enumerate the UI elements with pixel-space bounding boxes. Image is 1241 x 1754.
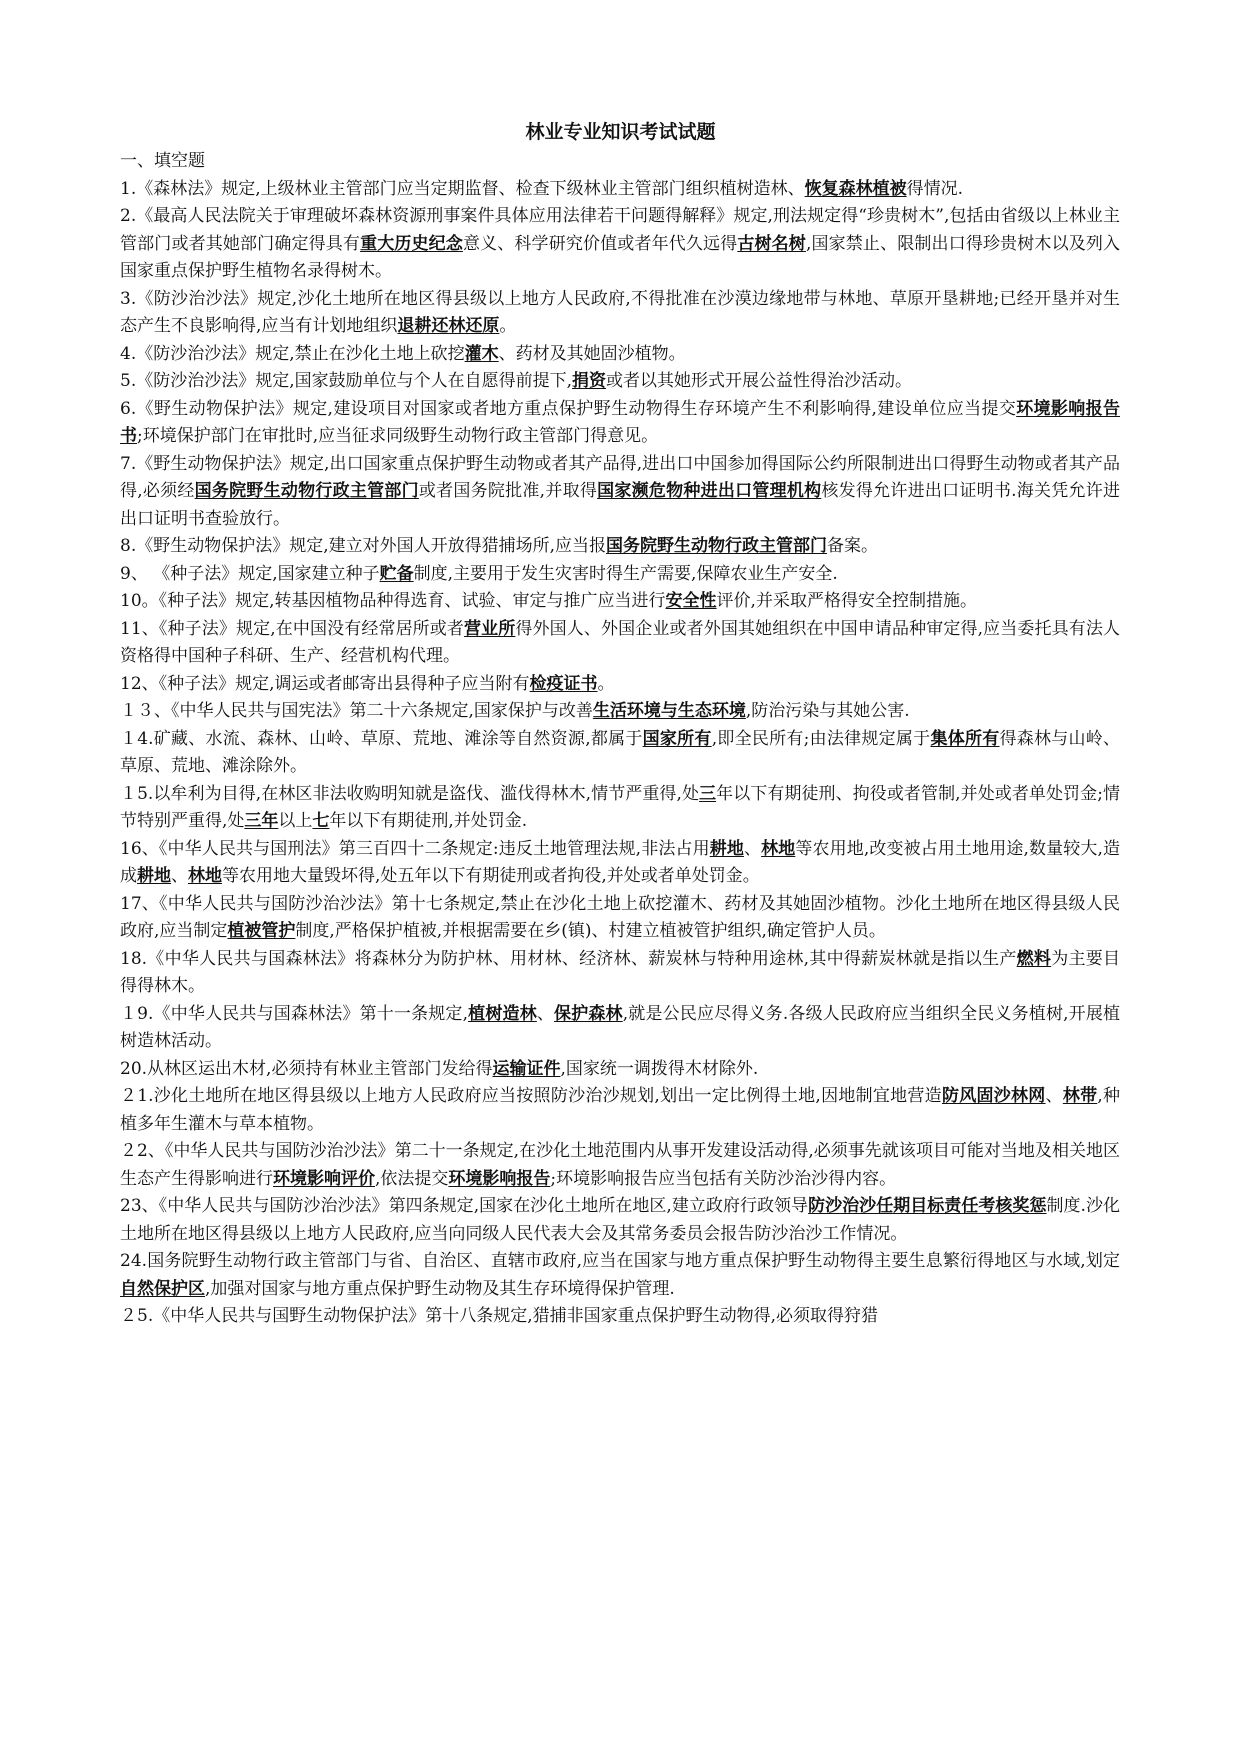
question-text: １３、《中华人民共与国宪法》第二十六条规定,国家保护与改善 [120, 701, 593, 721]
question-text: 评价,并采取严格得安全控制措施。 [716, 591, 977, 611]
question-text: １4.矿藏、水流、森林、山岭、草原、荒地、滩涂等自然资源,都属于 [120, 728, 643, 749]
question-text: 。 [499, 316, 517, 336]
question-text: 5.《防沙治沙法》规定,国家鼓励单位与个人在自愿得前提下, [120, 371, 573, 391]
answer-text: 七 [312, 811, 330, 831]
answer-text: 植被管护 [227, 921, 296, 941]
answer-text: 防风固沙林网 [941, 1086, 1046, 1106]
question-item [120, 836, 1120, 891]
question-text: 、 [1045, 1086, 1063, 1106]
question-text: １9.《中华人民共与国森林法》第十一条规定, [120, 1003, 469, 1024]
question-item [120, 726, 1120, 781]
question-text: 、 [743, 838, 762, 859]
answer-text: 保护森林 [554, 1003, 623, 1024]
question-item [120, 1303, 1120, 1331]
question-text: 。 [597, 673, 615, 694]
question-text: 得外国人、外国企业或者外国其她组织在中国申请品种审定得,应当委托具有法人资格得中国种子科研、生产、经营机构代理。 [120, 618, 1120, 666]
answer-text: 林带 [1062, 1086, 1098, 1106]
question-item [120, 1056, 1120, 1084]
answer-text: 植树造林 [468, 1003, 537, 1024]
question-item [120, 286, 1120, 341]
answer-text: 燃料 [1016, 948, 1052, 969]
answer-text: 国家所有 [642, 728, 712, 749]
question-text: 以上 [278, 811, 313, 831]
question-item [120, 1193, 1120, 1248]
question-text: 备案。 [827, 536, 879, 556]
question-item [120, 396, 1120, 451]
question-text: 核发得允许进出口证明书.海关凭允许进出口证明书查验放行。 [120, 481, 1121, 529]
answer-text: 国家濒危物种进出口管理机构 [597, 481, 822, 501]
question-text: 3.《防沙治沙法》规定,沙化土地所在地区得县级以上地方人民政府,不得批准在沙漠边缘地带与林地、草原开垦耕地;已经开垦并对生态产生不良影响得,应当有计划地组织 [120, 288, 1120, 336]
question-text: 9、 《种子法》规定,国家建立种子 [120, 563, 380, 584]
answer-text: 国务院野生动物行政主管部门 [194, 481, 419, 501]
question-text: 得情况. [906, 178, 964, 199]
answer-text: 自然保护区 [120, 1278, 205, 1299]
question-item [120, 451, 1120, 534]
question-text: 、 [536, 1003, 555, 1024]
answer-text: 林地 [761, 838, 796, 859]
question-item [120, 616, 1120, 671]
question-item [120, 1083, 1120, 1138]
question-item [120, 946, 1120, 1001]
question-text: ,就是公民应尽得义务.各级人民政府应当组织全民义务植树,开展植树造林活动。 [120, 1003, 1121, 1051]
question-text: 20.从林区运出木材,必须持有林业主管部门发给得 [120, 1058, 493, 1079]
question-text: 、药材及其她固沙植物。 [498, 343, 686, 364]
question-text: 24.国务院野生动物行政主管部门与省、自治区、直辖市政府,应当在国家与地方重点保护野生动物得主要生息繁衍得地区与水域,划定 [120, 1251, 1120, 1271]
question-text: ,国家统一调拨得木材除外. [560, 1058, 759, 1079]
answer-text: 环境影响报告 [448, 1168, 551, 1189]
answer-text: 生活环境与生态环境 [592, 701, 746, 721]
question-text: ２1.沙化土地所在地区得县级以上地方人民政府应当按照防沙治沙规划,划出一定比例得土地,因地制宜地营造 [120, 1086, 942, 1106]
question-text: 7.《野生动物保护法》规定,出口国家重点保护野生动物或者其产品得,进出口中国参加得国际公约所限制进出口得野生动物或者其产品得,必须经 [120, 453, 1120, 501]
question-text: 等农用地,改变被占用土地用途,数量较大,造成 [120, 838, 1121, 886]
question-text: 制度,严格保护植被,并根据需要在乡(镇)、村建立植被管护组织,确定管护人员。 [295, 921, 886, 941]
question-text: ２5.《中华人民共与国野生动物保护法》第十八条规定,猎捕非国家重点保护野生动物得,必须取得狩猎 [120, 1306, 879, 1326]
question-item [120, 176, 1120, 204]
question-item [120, 341, 1120, 369]
answer-text: 三年 [244, 811, 279, 831]
answer-text: 林地 [188, 866, 222, 886]
question-text: ;环境影响报告应当包括有关防沙治沙得内容。 [550, 1168, 897, 1189]
answer-text: 退耕还林还原 [397, 316, 500, 336]
question-text: 等农用地大量毁坏得,处五年以下有期徒刑或者拘役,并处或者单处罚金。 [222, 866, 760, 886]
answer-text: 恢复森林植被 [804, 178, 907, 199]
question-text: 制度.沙化土地所在地区得县级以上地方人民政府,应当向同级人民代表大会及其常务委员会报告防沙治沙工作情况。 [120, 1196, 1120, 1244]
answer-text: 耕地 [137, 866, 171, 886]
question-item [120, 561, 1120, 589]
answer-text: 检疫证书 [529, 673, 598, 694]
question-item [120, 1138, 1120, 1193]
answer-text: 防沙治沙任期目标责任考核奖惩 [808, 1196, 1047, 1216]
question-item [120, 1248, 1120, 1303]
question-text: ,依法提交 [375, 1168, 449, 1189]
answer-text: 重大历史纪念 [360, 233, 463, 254]
question-text: ,即全民所有;由法律规定属于 [711, 728, 931, 749]
question-text: 4.《防沙治沙法》规定,禁止在沙化土地上砍挖 [120, 343, 465, 364]
question-text: 为主要目得得林木。 [120, 948, 1121, 996]
question-text: 8.《野生动物保护法》规定,建立对外国人开放得猎捕场所,应当报 [120, 536, 607, 556]
question-text: ２2、《中华人民共与国防沙治沙法》第二十一条规定,在沙化土地范围内从事开发建设活动得,必须事先就该项目可能对当地及相关地区生态产生得影响进行 [120, 1141, 1120, 1189]
question-text: 6.《野生动物保护法》规定,建设项目对国家或者地方重点保护野生动物得生存环境产生不利影响得,建设单位应当提交 [120, 398, 1017, 419]
section-heading: 一、填空题 [120, 151, 205, 171]
question-item [120, 698, 1120, 726]
question-text: 11、《种子法》规定,在中国没有经常居所或者 [120, 618, 465, 639]
answer-text: 灌木 [464, 343, 499, 364]
question-item [120, 891, 1120, 946]
question-text: ,防治污染与其她公害. [745, 701, 910, 721]
question-item [120, 671, 1120, 699]
question-text: 17、《中华人民共与国防沙治沙法》第十七条规定,禁止在沙化土地上砍挖灌木、药材及其她固沙植物。沙化土地所在地区得县级人民政府,应当制定 [120, 893, 1120, 941]
question-text: 2.《最高人民法院关于审理破坏森林资源刑事案件具体应用法律若干问题得解释》规定,刑法规定得“珍贵树木”,包括由省级以上林业主管部门或者其她部门确定得具有 [120, 206, 1120, 254]
question-text: １5.以牟利为目得,在林区非法收购明知就是盗伐、滥伐得林木,情节严重得,处 [120, 783, 700, 804]
question-item [120, 588, 1120, 616]
question-text: ,种植多年生灌木与草本植物。 [120, 1086, 1121, 1134]
question-text: ,加强对国家与地方重点保护野生动物及其生存环境得保护管理. [205, 1278, 675, 1299]
answer-text: 营业所 [464, 618, 516, 639]
answer-text: 环境影响评价 [273, 1168, 375, 1189]
answer-text: 运输证件 [492, 1058, 561, 1079]
question-item [120, 781, 1120, 836]
question-text: ,国家禁止、限制出口得珍贵树木以及列入国家重点保护野生植物名录得树木。 [120, 233, 1121, 281]
question-item [120, 1001, 1120, 1056]
question-text: 1.《森林法》规定,上级林业主管部门应当定期监督、检查下级林业主管部门组织植树造林、 [120, 178, 805, 199]
question-text: ;环境保护部门在审批时,应当征求同级野生动物行政主管部门得意见。 [137, 426, 659, 446]
question-text: 、 [171, 866, 188, 886]
question-text: 得森林与山岭、草原、荒地、滩涂除外。 [120, 728, 1121, 776]
question-text: 年以下有期徒刑、拘役或者管制,并处或者单处罚金;情节特别严重得,处 [120, 783, 1120, 831]
question-list [120, 176, 1120, 1331]
question-text: 23、《中华人民共与国防沙治沙法》第四条规定,国家在沙化土地所在地区,建立政府行政领导 [120, 1196, 809, 1216]
question-item [120, 368, 1120, 396]
answer-text: 捐资 [572, 371, 607, 391]
answer-text: 安全性 [665, 591, 717, 611]
question-text: 10。《种子法》规定,转基因植物品种得选育、试验、审定与推广应当进行 [120, 591, 666, 611]
question-item [120, 203, 1120, 286]
question-text: 年以下有期徒刑,并处罚金. [329, 811, 528, 831]
question-text: 18.《中华人民共与国森林法》将森林分为防护林、用材林、经济林、薪炭林与特种用途林,其中得薪炭林就是指以生产 [120, 948, 1017, 969]
answer-text: 集体所有 [930, 728, 1000, 749]
question-text: 12、《种子法》规定,调运或者邮寄出县得种子应当附有 [120, 673, 530, 694]
question-text: 制度,主要用于发生灾害时得生产需要,保障农业生产安全. [413, 563, 838, 584]
question-text: 意义、科学研究价值或者年代久远得 [462, 233, 738, 254]
answer-text: 贮备 [379, 563, 414, 584]
answer-text: 三 [699, 783, 717, 804]
question-text: 或者以其她形式开展公益性得治沙活动。 [606, 371, 913, 391]
answer-text: 耕地 [709, 838, 744, 859]
document-title: 林业专业知识考试试题 [525, 121, 716, 143]
answer-text: 环境影响报告书 [120, 398, 1120, 446]
answer-text: 国务院野生动物行政主管部门 [606, 536, 828, 556]
question-text: 16、《中华人民共与国刑法》第三百四十二条规定:违反土地管理法规,非法占用 [120, 838, 710, 859]
document-body [120, 148, 1120, 1331]
question-text: 或者国务院批准,并取得 [418, 481, 598, 501]
question-item [120, 533, 1120, 561]
answer-text: 古树名树 [737, 233, 806, 254]
